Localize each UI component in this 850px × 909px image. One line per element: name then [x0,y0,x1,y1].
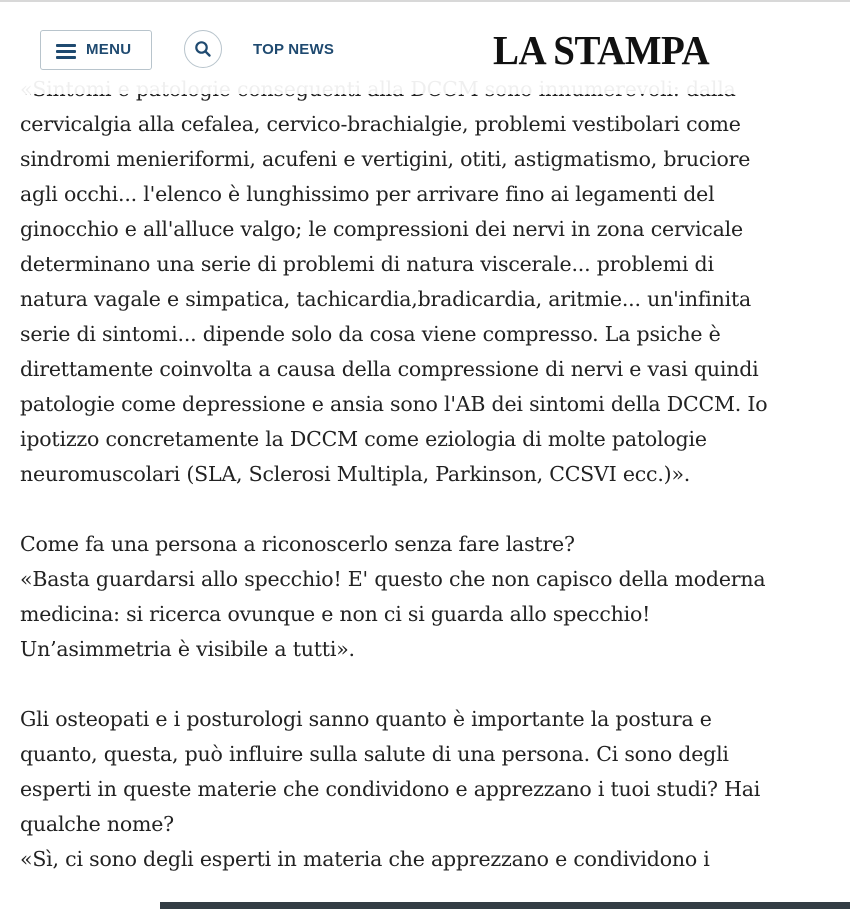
article-paragraph: cervicalgia alla cefalea, cervico-brachialgie, problemi vestibolari come sindromi menieriformi, acufeni e vertigini, otiti, astigmatismo, bruciore agli occhi... l'elenco è lunghissimo per arrivare fino ai legamenti del ginocchio e all'alluce valgo; le compressioni dei nervi in zona cervicale determinano una serie di problemi di natura viscerale... problemi di natura vagale e simpatica, tachicardia,bradicardia, aritmie... un'infinita serie di sintomi... dipende solo da cosa viene compresso. La psiche è direttamente coinvolta a causa della compressione di nervi e vasi quindi patologie come depressione e ansia sono l'AB dei sintomi della DCCM. Io ipotizzo concretamente la DCCM come eziologia di molte patologie neuromuscolari (SLA, Sclerosi Multipla, Parkinson, CCSVI ecc.)». [20,112,768,486]
menu-button[interactable] [40,30,152,70]
la-stampa-logo[interactable]: LA STAMPA [493,27,710,73]
article-question: Come fa una persona a riconoscerlo senza fare lastre? [20,532,575,556]
article-paragraph: «Sì, ci sono degli esperti in materia che apprezzano e condividono i [20,847,710,871]
search-button[interactable] [184,30,222,68]
paragraph-gap [20,492,780,527]
article-body [20,84,780,877]
article-question: Gli osteopati e i posturologi sanno quanto è importante la postura e quanto, questa, può influire sulla salute di una persona. Ci sono degli esperti in queste materie che condividono e apprezzano i tuoi studi? Hai qualche nome? [20,707,761,836]
menu-label: MENU [86,41,132,58]
paragraph-gap [20,667,780,702]
hamburger-icon [56,44,76,58]
top-news-link[interactable]: TOP NEWS [253,41,335,58]
search-icon [194,40,212,58]
bottom-bar [160,902,850,909]
site-header [0,2,850,94]
article-paragraph: «Basta guardarsi allo specchio! E' questo che non capisco della moderna medicina: si ricerca ovunque e non ci si guarda allo specchio! Un’asimmetria è visibile a tutti». [20,567,766,661]
